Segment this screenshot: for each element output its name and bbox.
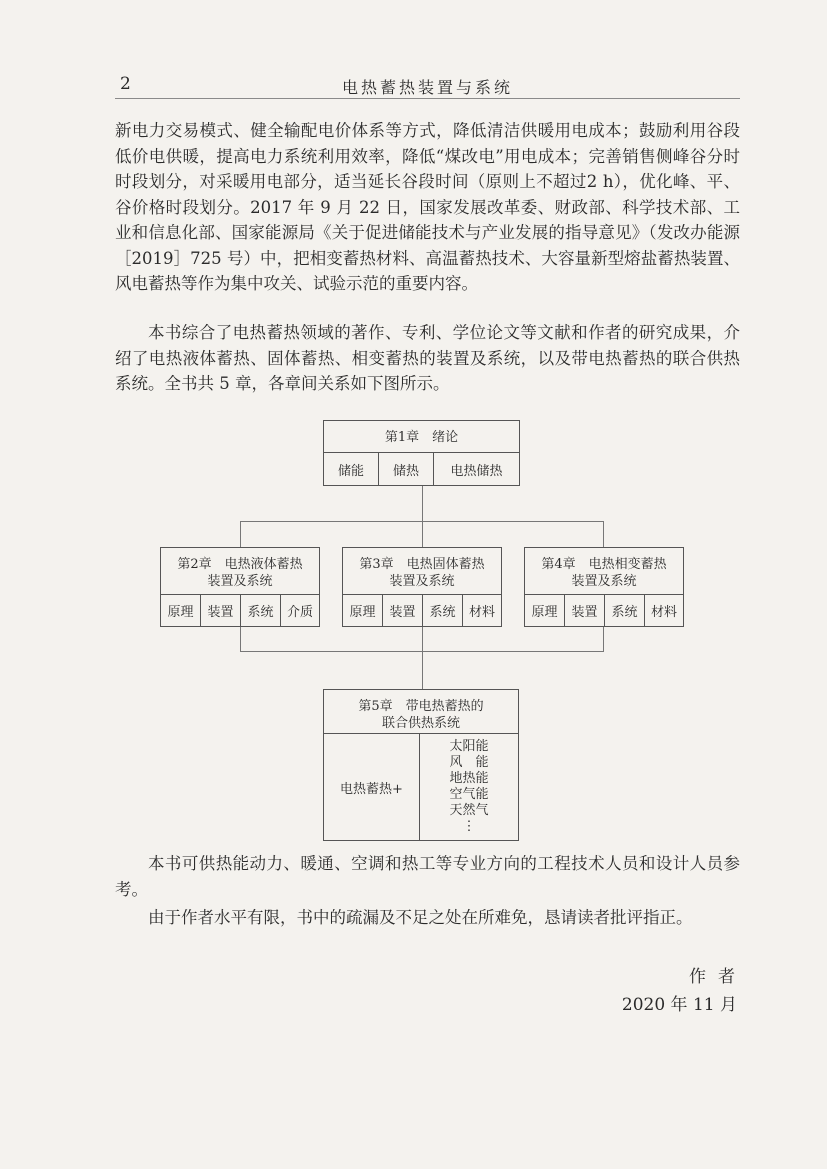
chapter-2-title-line2: 装置及系统 xyxy=(207,574,273,589)
chapter-1-title: 第1章 绪论 xyxy=(384,430,459,445)
energy-source-natural-gas: 天然气 xyxy=(449,803,489,818)
energy-source-wind: 风 能 xyxy=(449,755,489,770)
page-header xyxy=(115,72,740,99)
chapter-2-box xyxy=(160,547,320,627)
chapter-5-title-line2: 联合供热系统 xyxy=(381,716,460,731)
ch3-cell-principle: 原理 xyxy=(343,595,383,626)
chapter-5-title-line1: 第5章 带电热蓄热的 xyxy=(358,699,484,714)
energy-source-solar: 太阳能 xyxy=(449,739,489,754)
connector-to-ch5 xyxy=(422,651,423,689)
ch1-cell-heat-storage: 储热 xyxy=(379,453,434,485)
connector-bottom-horizontal xyxy=(240,651,604,652)
page-number: 2 xyxy=(120,74,131,94)
connector-to-ch2 xyxy=(240,521,241,547)
connector-from-ch4 xyxy=(603,627,604,651)
chapter-5-box xyxy=(323,689,519,841)
ch3-cell-system: 系统 xyxy=(423,595,463,626)
connector-ch1-down xyxy=(422,486,423,522)
paragraph-4: 由于作者水平有限，书中的疏漏及不足之处在所难免，恳请读者批评指正。 xyxy=(148,908,693,927)
ch5-cell-electric-heat-storage-plus: 电热蓄热+ xyxy=(324,734,420,840)
chapter-2-title-line1: 第2章 电热液体蓄热 xyxy=(177,557,303,572)
paragraph-1: 新电力交易模式、健全输配电价体系等方式，降低清洁供暖用电成本；鼓励利用谷段低价电供暖，提高电力系统利用效率，降低“煤改电”用电成本；完善销售侧峰谷分时时段划分，对采暖用电部分，适当延长谷段时间（原则上不超过2 h），优化峰、平、谷价格时段划分。2017 年 9 月 22 日，国家发展改革委、财政部、科学技术部、工业和信息化部、国家能源局《关于促进储能技术与产业发展的指导意见》（发改办能源［2019］725 号）中，把相变蓄热材料、高温蓄热技术、大容量新型熔盐蓄热装置、风电蓄热等作为集中攻关、试验示范的重要内容。 xyxy=(115,121,740,293)
connector-top-horizontal xyxy=(240,521,604,522)
chapter-3-box xyxy=(342,547,502,627)
chapter-4-title-line1: 第4章 电热相变蓄热 xyxy=(541,557,667,572)
ch4-cell-principle: 原理 xyxy=(525,595,565,626)
chapter-1-box xyxy=(323,420,520,486)
energy-source-geothermal: 地热能 xyxy=(449,771,489,786)
paragraph-3: 本书可供热能动力、暖通、空调和热工等专业方向的工程技术人员和设计人员参考。 xyxy=(115,854,740,899)
chapter-3-title-line2: 装置及系统 xyxy=(389,574,455,589)
ch5-energy-sources-cell xyxy=(420,734,518,840)
ch4-cell-material: 材料 xyxy=(650,605,677,620)
ch2-cell-system: 系统 xyxy=(241,595,281,626)
ch2-cell-medium: 介质 xyxy=(286,605,313,620)
chapter-4-box xyxy=(524,547,684,627)
running-title: 电热蓄热装置与系统 xyxy=(341,78,513,97)
chapter-3-title-line1: 第3章 电热固体蓄热 xyxy=(359,557,485,572)
ch1-cell-electric-heat-storage: 电热储热 xyxy=(450,463,503,479)
energy-source-air: 空气能 xyxy=(449,787,489,802)
author-signature: 作者 xyxy=(689,967,747,987)
ch4-cell-device: 装置 xyxy=(565,595,605,626)
ch4-cell-system: 系统 xyxy=(605,595,645,626)
chapter-4-title-line2: 装置及系统 xyxy=(571,574,637,589)
connector-from-ch3 xyxy=(422,627,423,651)
connector-to-ch4 xyxy=(603,521,604,547)
ch3-cell-material: 材料 xyxy=(468,605,495,620)
connector-to-ch3 xyxy=(422,521,423,547)
ch3-cell-device: 装置 xyxy=(383,595,423,626)
energy-source-ellipsis: ⋮ xyxy=(462,819,476,834)
signature-date: 2020 年 11 月 xyxy=(621,995,737,1015)
connector-from-ch2 xyxy=(240,627,241,651)
paragraph-2: 本书综合了电热蓄热领域的著作、专利、学位论文等文献和作者的研究成果，介绍了电热液体蓄热、固体蓄热、相变蓄热的装置及系统，以及带电热蓄热的联合供热系统。全书共 5 章，各章间关系如下图所示。 xyxy=(115,323,740,393)
energy-source-list xyxy=(449,739,488,835)
ch2-cell-device: 装置 xyxy=(201,595,241,626)
ch1-cell-energy-storage: 储能 xyxy=(324,453,379,485)
ch2-cell-principle: 原理 xyxy=(161,595,201,626)
